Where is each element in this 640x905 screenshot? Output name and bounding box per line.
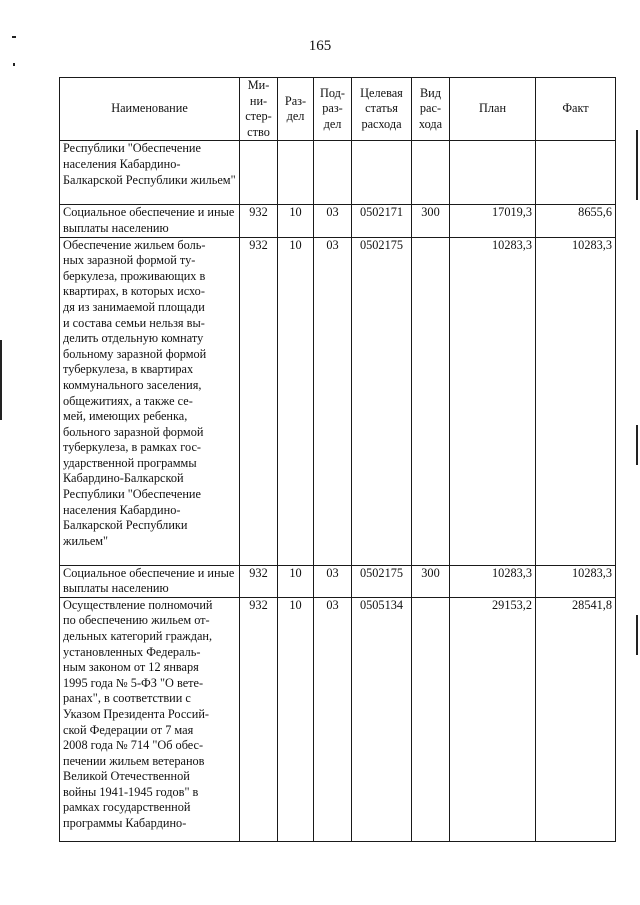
header-section: Раз- дел: [278, 78, 314, 141]
row-name: Социальное обеспечение и иные выплаты населению: [60, 565, 240, 597]
row-fact: 10283,3: [536, 237, 616, 565]
header-fact: Факт: [536, 78, 616, 141]
header-name: Наименование: [60, 78, 240, 141]
row-section: 10: [278, 237, 314, 565]
row-subsection: 03: [314, 205, 352, 237]
table-row: [60, 141, 616, 205]
header-target: Целевая статья расхода: [352, 78, 412, 141]
scan-mark: [12, 36, 16, 38]
row-ministry: 932: [240, 597, 278, 841]
row-fact: 10283,3: [536, 565, 616, 597]
row-expense-type: [412, 597, 450, 841]
row-name: Социальное обеспечение и иные выплаты населению: [60, 205, 240, 237]
row-ministry: [240, 141, 278, 205]
row-target: 0502175: [352, 565, 412, 597]
row-fact: 28541,8: [536, 597, 616, 841]
row-expense-type: 300: [412, 205, 450, 237]
table-row: [60, 565, 616, 597]
row-fact: [536, 141, 616, 205]
scan-mark: [13, 63, 15, 66]
header-ministry: Ми- ни- стер- ство: [240, 78, 278, 141]
scan-mark: [636, 615, 638, 655]
row-subsection: [314, 141, 352, 205]
row-section: 10: [278, 205, 314, 237]
row-ministry: 932: [240, 205, 278, 237]
row-name: Обеспечение жильем боль- ных заразной формой ту- беркулеза, проживающих в квартирах, в которых исхо- дя из занимаемой площади и состава семьи нельзя вы- делить отдельную комнату больному заразной формой туберкулеза, в квартирах коммунального заселения, общежитиях, а также се- мей, имеющих ребенка, больного заразной формой туберкулеза, в рамках гос- ударственной программы Кабардино-Балкарской Республики "Обеспечение населения Кабардино- Балкарской Республики жильем": [60, 237, 240, 565]
row-expense-type: 300: [412, 565, 450, 597]
row-target: 0502175: [352, 237, 412, 565]
row-expense-type: [412, 237, 450, 565]
row-section: 10: [278, 565, 314, 597]
header-subsection: Под- раз- дел: [314, 78, 352, 141]
row-target: 0505134: [352, 597, 412, 841]
page-number: 165: [308, 38, 332, 54]
row-section: 10: [278, 597, 314, 841]
header-expense-type: Вид рас- хода: [412, 78, 450, 141]
row-plan: 10283,3: [450, 237, 536, 565]
header-plan: План: [450, 78, 536, 141]
row-subsection: 03: [314, 237, 352, 565]
row-target: [352, 141, 412, 205]
row-fact: 8655,6: [536, 205, 616, 237]
table-row: [60, 205, 616, 237]
scan-mark: [0, 340, 2, 420]
row-plan: 29153,2: [450, 597, 536, 841]
scan-mark: [636, 425, 638, 465]
row-expense-type: [412, 141, 450, 205]
budget-table: [59, 77, 616, 842]
row-ministry: 932: [240, 237, 278, 565]
row-plan: 17019,3: [450, 205, 536, 237]
scan-mark: [636, 130, 638, 200]
row-subsection: 03: [314, 597, 352, 841]
row-name: Осуществление полномочий по обеспечению жильем от- дельных категорий граждан, установленных Федераль- ным законом от 12 января 1995 года № 5-ФЗ "О вете- ранах", в соответствии с Указом Президента Россий- ской Федерации от 7 мая 2008 года № 714 "Об обес- печении жильем ветеранов Великой Отечественной войны 1941-1945 годов" в рамках государственной программы Кабардино-: [60, 597, 240, 841]
row-plan: 10283,3: [450, 565, 536, 597]
row-plan: [450, 141, 536, 205]
row-name: Республики "Обеспечение населения Кабардино-Балкарской Республики жильем": [60, 141, 240, 205]
row-section: [278, 141, 314, 205]
table-row: [60, 597, 616, 841]
table-row: [60, 237, 616, 565]
header-row: [60, 78, 616, 141]
row-subsection: 03: [314, 565, 352, 597]
row-ministry: 932: [240, 565, 278, 597]
row-target: 0502171: [352, 205, 412, 237]
